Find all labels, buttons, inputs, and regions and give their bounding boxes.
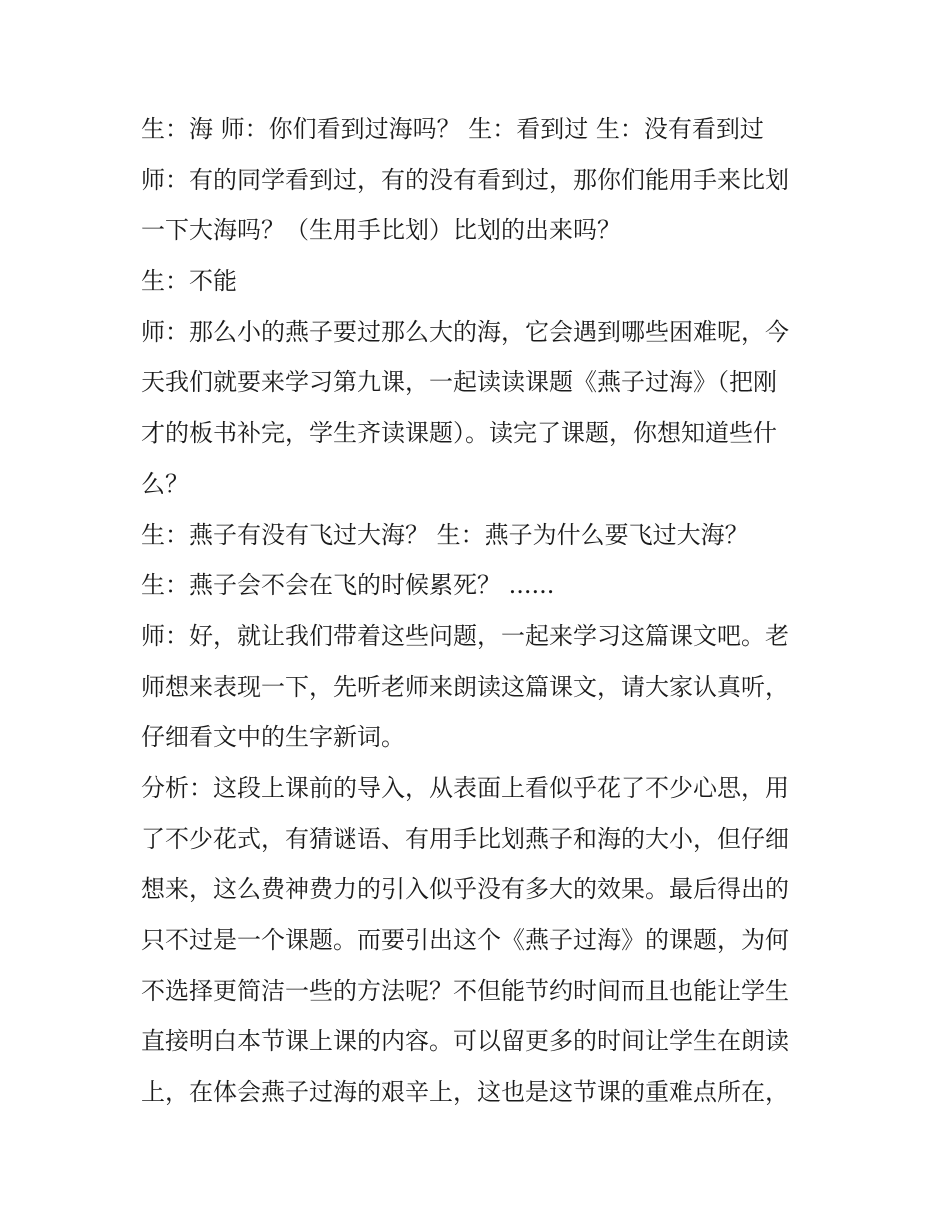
text-line: 天我们就要来学习第九课，一起读读课题《燕子过海》（把刚: [141, 368, 777, 397]
text-line: 师：好，就让我们带着这些问题，一起来学习这篇课文吧。老: [141, 621, 789, 650]
text-line: 分析：这段上课前的导入，从表面上看似乎花了不少心思，用: [141, 773, 789, 802]
text-line: 仔细看文中的生字新词。: [141, 723, 405, 752]
text-line: 师：那么小的燕子要过那么大的海，它会遇到哪些困难呢，今: [141, 317, 789, 346]
text-line: 想来，这么费神费力的引入似乎没有多大的效果。最后得出的: [141, 875, 789, 904]
text-line: 了不少花式，有猜谜语、有用手比划燕子和海的大小，但仔细: [141, 824, 789, 853]
text-line: 才的板书补完，学生齐读课题）。读完了课题，你想知道些什: [141, 419, 777, 448]
text-line: 师想来表现一下，先听老师来朗读这篇课文，请大家认真听，: [141, 672, 789, 701]
text-line: 只不过是一个课题。而要引出这个《燕子过海》的课题，为何: [141, 926, 789, 954]
text-line: 么？: [141, 469, 189, 498]
text-line: 生：海 师：你们看到过海吗？ 生：看到过 生：没有看到过: [141, 115, 764, 143]
text-line: 上，在体会燕子过海的艰辛上，这也是这节课的重难点所在，: [141, 1078, 789, 1107]
text-line: 生：不能: [141, 267, 237, 296]
text-line: 生：燕子会不会在飞的时候累死？ ......: [141, 571, 555, 600]
document-body: [141, 104, 821, 1118]
text-line: 直接明白本节课上课的内容。可以留更多的时间让学生在朗读: [141, 1027, 789, 1056]
text-line: 一下大海吗？（生用手比划）比划的出来吗？: [141, 216, 621, 245]
text-line: 生：燕子有没有飞过大海？ 生：燕子为什么要飞过大海？: [141, 520, 749, 549]
text-line: 不选择更简洁一些的方法呢？不但能节约时间而且也能让学生: [141, 976, 789, 1005]
text-line: 师：有的同学看到过，有的没有看到过，那你们能用手来比划: [141, 165, 789, 194]
